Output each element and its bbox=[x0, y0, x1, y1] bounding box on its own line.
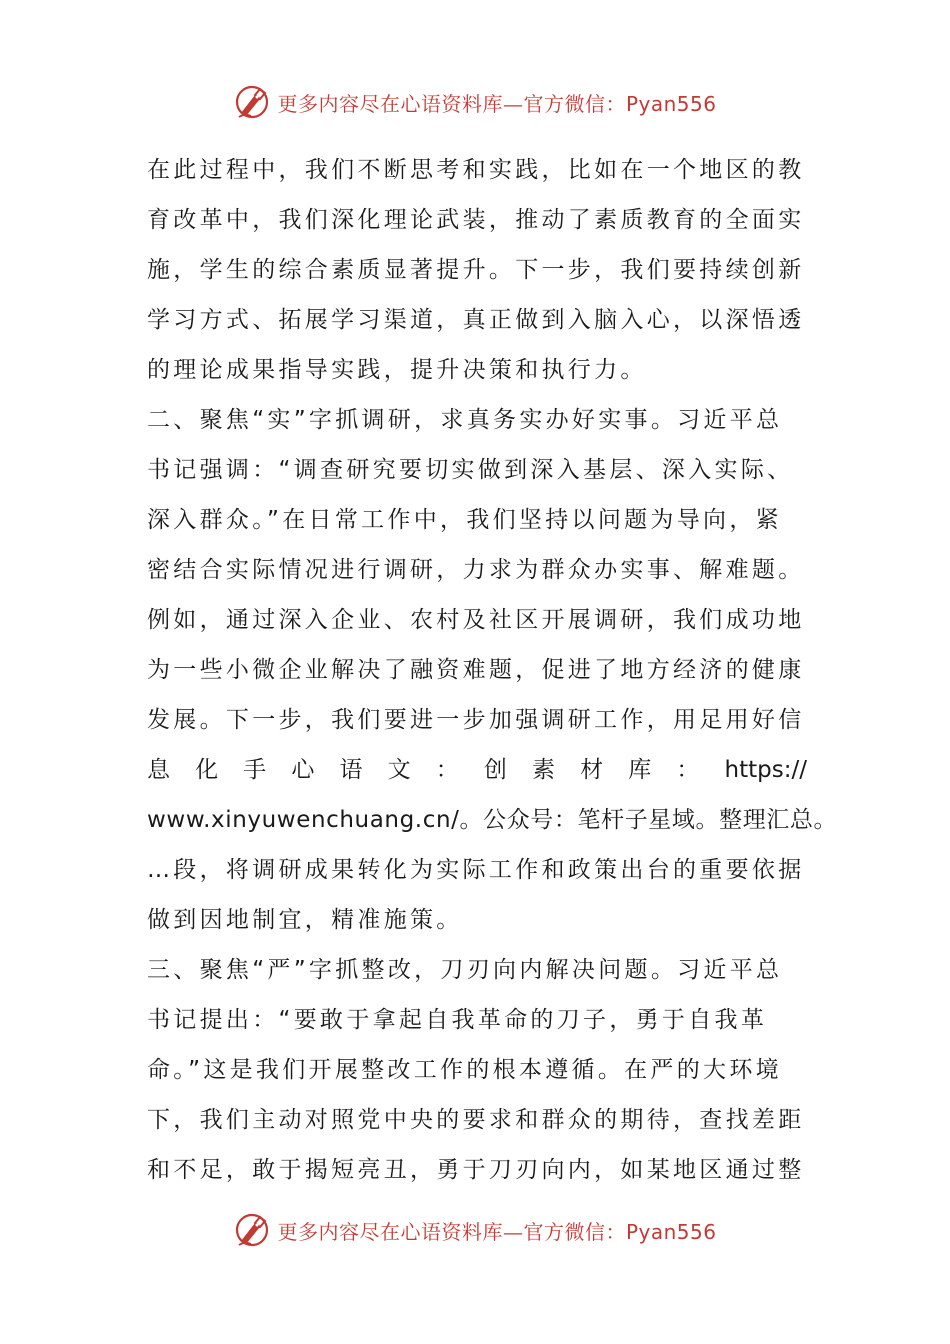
footer-banner bbox=[0, 1208, 950, 1252]
body-line-url-start: 息 化 手 心 语 文 ： 创 素 材 库 ： https:// bbox=[147, 757, 807, 783]
body-line: …段，将调研成果转化为实际工作和政策出台的重要依据 bbox=[147, 857, 805, 883]
header-banner-text bbox=[277, 88, 716, 117]
footer-banner-inner bbox=[233, 1211, 716, 1249]
body-line: 和不足，敢于揭短亮丑，勇于刀刃向内，如某地区通过整 bbox=[147, 1157, 805, 1183]
body-line: 做到因地制宜，精准施策。 bbox=[147, 907, 463, 933]
body-line: 学习方式、拓展学习渠道，真正做到入脑入心，以深悟透 bbox=[147, 307, 805, 333]
body-line: 二、聚焦“实”字抓调研，求真务实办好实事。习近平总 bbox=[147, 407, 783, 433]
pen-nib-logo-icon bbox=[233, 1211, 271, 1249]
body-line: 下，我们主动对照党中央的要求和群众的期待，查找差距 bbox=[147, 1107, 805, 1133]
pen-nib-logo-icon bbox=[233, 83, 271, 121]
footer-banner-title: 更多内容尽在心语资料库 bbox=[277, 1219, 503, 1244]
header-banner bbox=[0, 80, 950, 124]
body-line: 书记提出：“要敢于拿起自我革命的刀子，勇于自我革 bbox=[147, 1007, 768, 1033]
body-line: 育改革中，我们深化理论武装，推动了素质教育的全面实 bbox=[147, 207, 805, 233]
body-line-url: www.xinyuwenchuang.cn/。公众号：笔杆子星域。整理汇总。 bbox=[147, 807, 838, 833]
body-line: 书记强调：“调查研究要切实做到深入基层、深入实际、 bbox=[147, 457, 794, 483]
body-line: 三、聚焦“严”字抓整改，刀刃向内解决问题。习近平总 bbox=[147, 957, 783, 983]
footer-banner-text bbox=[277, 1216, 716, 1245]
header-banner-inner bbox=[233, 83, 716, 121]
header-banner-contact: 官方微信：Pyan556 bbox=[523, 91, 717, 116]
body-line: 深入群众。”在日常工作中，我们坚持以问题为导向，紧 bbox=[147, 507, 782, 533]
body-line: 在此过程中，我们不断思考和实践，比如在一个地区的教 bbox=[147, 157, 805, 183]
footer-banner-dash: — bbox=[502, 1219, 524, 1244]
body-line: 施，学生的综合素质显著提升。下一步，我们要持续创新 bbox=[147, 257, 805, 283]
body-line: 例如，通过深入企业、农村及社区开展调研，我们成功地 bbox=[147, 607, 805, 633]
header-banner-dash: — bbox=[502, 91, 524, 116]
footer-banner-contact: 官方微信：Pyan556 bbox=[523, 1219, 717, 1244]
body-line: 命。”这是我们开展整改工作的根本遵循。在严的大环境 bbox=[147, 1057, 782, 1083]
document-body bbox=[147, 145, 838, 1195]
body-line: 密结合实际情况进行调研，力求为群众办实事、解难题。 bbox=[147, 557, 805, 583]
header-banner-title: 更多内容尽在心语资料库 bbox=[277, 91, 503, 116]
body-line: 的理论成果指导实践，提升决策和执行力。 bbox=[147, 357, 647, 383]
body-line: 发展。下一步，我们要进一步加强调研工作，用足用好信 bbox=[147, 707, 805, 733]
body-line: 为一些小微企业解决了融资难题，促进了地方经济的健康 bbox=[147, 657, 805, 683]
